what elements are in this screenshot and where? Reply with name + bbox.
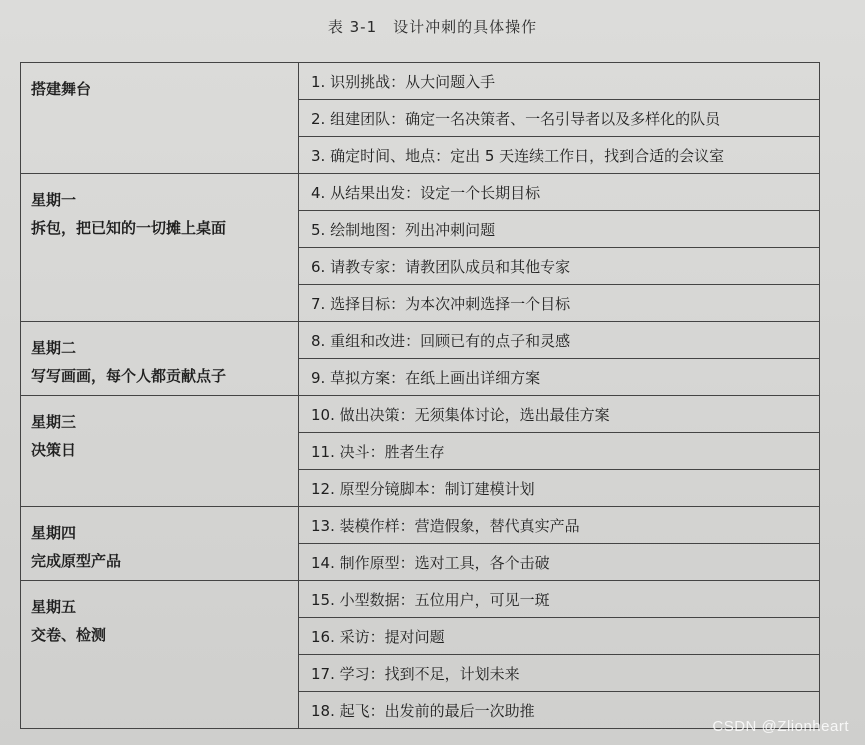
- table-title: 表 3-1 设计冲刺的具体操作: [327, 18, 538, 36]
- table-row: [21, 396, 820, 433]
- step-cell: 15. 小型数据：五位用户，可见一斑: [299, 581, 820, 618]
- step-cell: 18. 起飞：出发前的最后一次助推: [299, 692, 820, 729]
- phase-name: 星期四: [31, 524, 77, 542]
- step-cell: 11. 决斗：胜者生存: [299, 433, 820, 470]
- step-cell: 14. 制作原型：选对工具，各个击破: [299, 544, 820, 581]
- step-cell: 2. 组建团队：确定一名决策者、一名引导者以及多样化的队员: [299, 100, 820, 137]
- sprint-operations-table: [20, 62, 820, 729]
- step-cell: 6. 请教专家：请教团队成员和其他专家: [299, 248, 820, 285]
- phase-description: 写写画画，每个人都贡献点子: [31, 367, 227, 385]
- phase-description: 拆包，把已知的一切摊上桌面: [31, 219, 227, 237]
- step-cell: 9. 草拟方案：在纸上画出详细方案: [299, 359, 820, 396]
- table-row: [21, 174, 820, 211]
- phase-name: 星期二: [31, 339, 77, 357]
- phase-name: 星期五: [31, 598, 77, 616]
- watermark: CSDN @Zlionheart: [712, 718, 849, 735]
- phase-name: 星期一: [31, 191, 77, 209]
- step-cell: 17. 学习：找到不足，计划未来: [299, 655, 820, 692]
- step-cell: 16. 采访：提对问题: [299, 618, 820, 655]
- step-cell: 4. 从结果出发：设定一个长期目标: [299, 174, 820, 211]
- table-row: [21, 63, 820, 100]
- step-cell: 13. 装模作样：营造假象，替代真实产品: [299, 507, 820, 544]
- phase-description: 完成原型产品: [31, 552, 122, 570]
- step-cell: 10. 做出决策：无须集体讨论，选出最佳方案: [299, 396, 820, 433]
- step-cell: 5. 绘制地图：列出冲刺问题: [299, 211, 820, 248]
- table-body: [21, 63, 820, 729]
- step-cell: 3. 确定时间、地点：定出 5 天连续工作日，找到合适的会议室: [299, 137, 820, 174]
- step-cell: 8. 重组和改进：回顾已有的点子和灵感: [299, 322, 820, 359]
- step-cell: 1. 识别挑战：从大问题入手: [299, 63, 820, 100]
- table-row: [21, 581, 820, 618]
- phase-cell: [21, 581, 299, 729]
- phase-description: 决策日: [31, 441, 77, 459]
- step-cell: 12. 原型分镜脚本：制订建模计划: [299, 470, 820, 507]
- table-row: [21, 507, 820, 544]
- table-row: [21, 322, 820, 359]
- phase-name: 搭建舞台: [31, 80, 92, 98]
- phase-cell: [21, 507, 299, 581]
- phase-cell: [21, 396, 299, 507]
- phase-cell: [21, 63, 299, 174]
- step-cell: 7. 选择目标：为本次冲刺选择一个目标: [299, 285, 820, 322]
- phase-name: 星期三: [31, 413, 77, 431]
- phase-cell: [21, 174, 299, 322]
- phase-description: 交卷、检测: [31, 626, 107, 644]
- phase-cell: [21, 322, 299, 396]
